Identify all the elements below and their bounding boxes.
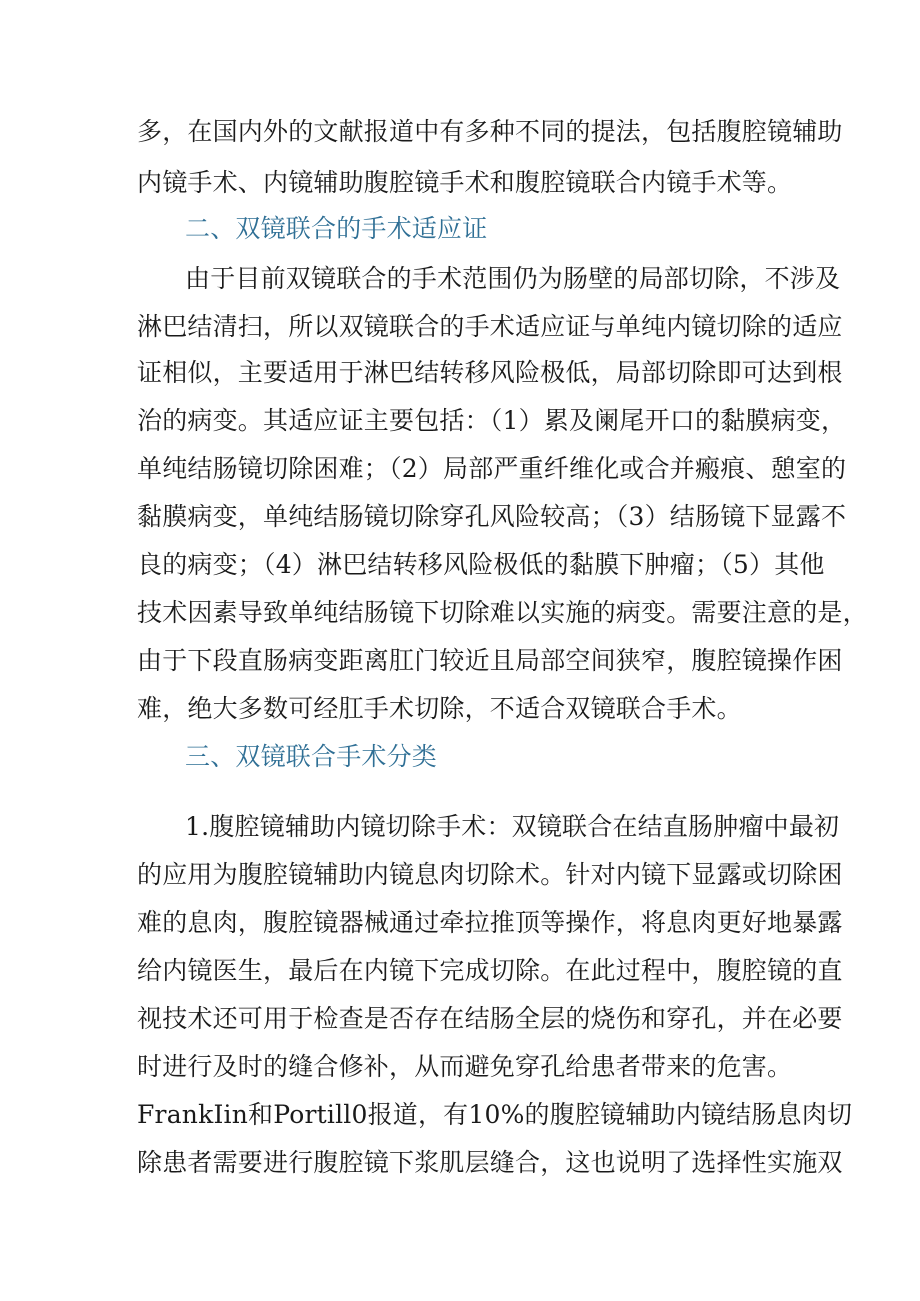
body-line: 多，在国内外的文献报道中有多种不同的提法，包括腹腔镜辅助 [137,117,843,146]
body-line: 单纯结肠镜切除困难；（2）局部严重纤维化或合并瘢痕、憩室的 [137,454,847,483]
body-line: 视技术还可用于检查是否存在结肠全层的烧伤和穿孔，并在必要 [137,1004,843,1033]
body-line: 良的病变；（4）淋巴结转移风险极低的黏膜下肿瘤；（5）其他 [137,550,825,579]
section-heading: 三、双镜联合手术分类 [185,742,438,771]
body-line: 黏膜病变，单纯结肠镜切除穿孔风险较高；（3）结肠镜下显露不 [137,502,847,531]
body-line: FrankIin和Portill0报道，有10%的腹腔镜辅助内镜结肠息肉切 [137,1100,853,1129]
body-line: 淋巴结清扫，所以双镜联合的手术适应证与单纯内镜切除的适应 [137,312,843,341]
body-line: 难，绝大多数可经肛手术切除，不适合双镜联合手术。 [137,694,742,723]
body-line: 难的息肉，腹腔镜器械通过牵拉推顶等操作，将息肉更好地暴露 [137,908,843,937]
body-line: 内镜手术、内镜辅助腹腔镜手术和腹腔镜联合内镜手术等。 [137,168,793,197]
body-line: 1.腹腔镜辅助内镜切除手术：双镜联合在结直肠肿瘤中最初 [185,812,840,841]
section-heading: 二、双镜联合的手术适应证 [185,214,488,243]
body-line: 由于目前双镜联合的手术范围仍为肠壁的局部切除，不涉及 [185,264,841,293]
body-line: 证相似，主要适用于淋巴结转移风险极低，局部切除即可达到根 [137,358,843,387]
body-line: 由于下段直肠病变距离肛门较近且局部空间狭窄，腹腔镜操作困 [137,646,843,675]
body-line: 除患者需要进行腹腔镜下浆肌层缝合，这也说明了选择性实施双 [137,1148,843,1177]
body-line: 给内镜医生，最后在内镜下完成切除。在此过程中，腹腔镜的直 [137,956,843,985]
body-line: 治的病变。其适应证主要包括：（1）累及阑尾开口的黏膜病变， [137,406,847,435]
body-line: 时进行及时的缝合修补，从而避免穿孔给患者带来的危害。 [137,1052,793,1081]
body-line: 的应用为腹腔镜辅助内镜息肉切除术。针对内镜下显露或切除困 [137,860,843,889]
body-line: 技术因素导致单纯结肠镜下切除难以实施的病变。需要注意的是， [137,598,868,627]
